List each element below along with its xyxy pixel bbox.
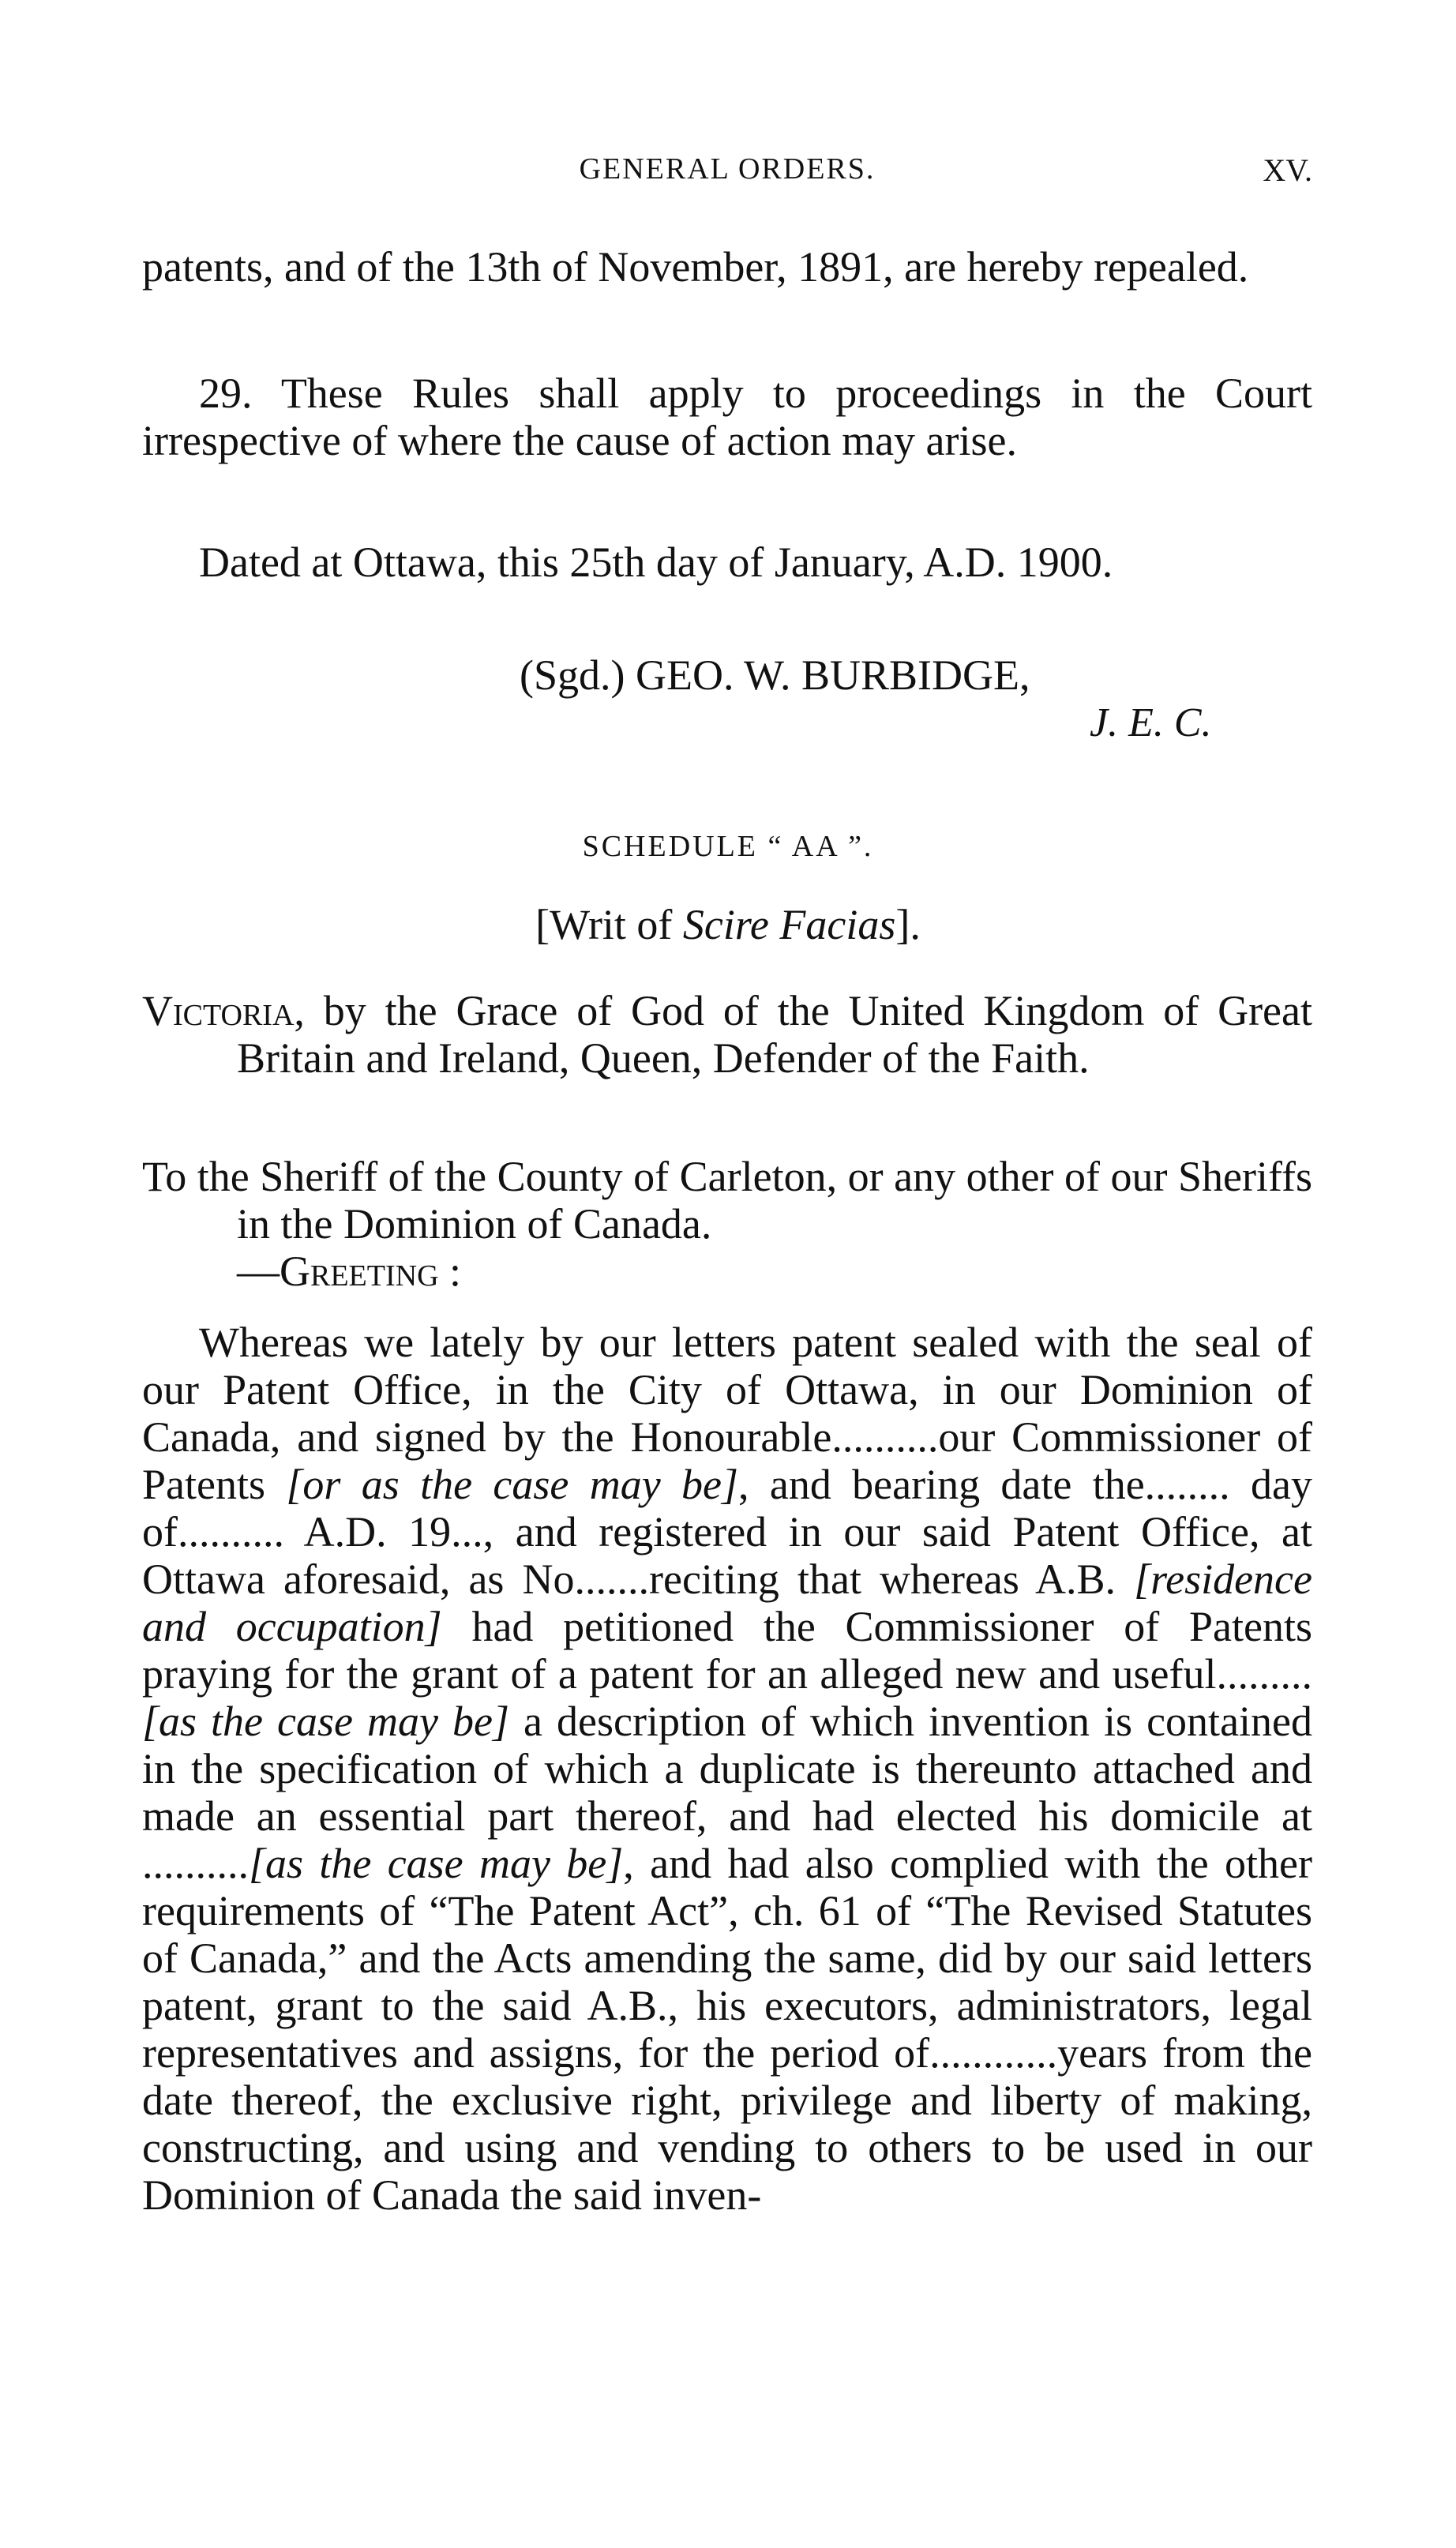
schedule-heading: SCHEDULE “ AA ”. [582, 830, 874, 863]
victoria-lead: Victoria [142, 987, 295, 1034]
whereas-s3: had petitioned the Commissioner of Patents praying for the grant of a patent for an alleged new and useful......... [142, 1603, 1312, 1698]
running-header [142, 152, 1312, 207]
page-number: XV. [1263, 152, 1312, 188]
writ-italic: Scire Facias [682, 901, 896, 948]
victoria-paragraph [142, 987, 1312, 1082]
greeting: —Greeting : [237, 1248, 462, 1295]
paragraph-29 [142, 370, 1312, 464]
victoria-text [142, 987, 1312, 1082]
whereas-i1: [or as the case may be] [286, 1461, 738, 1508]
writ-close: ]. [895, 901, 921, 948]
signature-line: (Sgd.) GEO. W. BURBIDGE, [520, 651, 1030, 699]
whereas-s1: Whereas we lately by our letters patent sealed with the seal of our Patent Office, in the City of Ottawa, in our Dominion of Canada, and signed by the Honourable..........our Commissioner of Patents [142, 1319, 1312, 1508]
whereas-s2: , and bearing date the........ day of.......... A.D. 19..., and registered in our said Patent Office, at Ottawa aforesaid, as No.......reciting that whereas A.B. [142, 1461, 1312, 1603]
header-title: GENERAL ORDERS. [579, 152, 876, 186]
whereas-s5: , and had also complied with the other requirements of “The Patent Act”, ch. 61 of “The Revised Statutes of Canada,” and the Acts amending the same, did by our said letters patent, grant to the said A.B., his executors, administrators, legal representatives and assigns, for the period of............years from the date thereof, the exclusive right, privilege and liberty of making, constructing, and using and vending to others to be used in our Dominion of Canada the said inven- [142, 1840, 1312, 2219]
writ-heading [0, 900, 1456, 949]
rule-29-text: 29. These Rules shall apply to proceedings in the Court irrespective of where the cause of action may arise. [142, 370, 1312, 464]
paragraph-repeal [142, 243, 1312, 291]
sheriff-text [142, 1153, 1312, 1295]
victoria-rest: , by the Grace of God of the United Kingdom of Great Britain and Ireland, Queen, Defender of the Faith. [237, 987, 1312, 1082]
whereas-paragraph [142, 1319, 1312, 2219]
sheriff-paragraph [142, 1153, 1312, 1295]
whereas-text [142, 1319, 1312, 2219]
repeal-text: patents, and of the 13th of November, 1891, are hereby repealed. [142, 243, 1249, 291]
sheriff-address: To the Sheriff of the County of Carleton, or any other of our Sheriffs in the Dominion of Canada. [142, 1153, 1312, 1248]
whereas-i4: [as the case may be] [249, 1840, 624, 1887]
whereas-i3: [as the case may be] [142, 1698, 510, 1745]
dated-paragraph [142, 538, 1312, 586]
whereas-i2: [residence and occupation] [142, 1555, 1312, 1650]
signature-title: J. E. C. [1090, 700, 1212, 745]
writ-open: [Writ of [535, 901, 683, 948]
dated-text: Dated at Ottawa, this 25th day of January, A.D. 1900. [199, 538, 1113, 586]
whereas-s4: a description of which invention is contained in the specification of which a duplicate is thereunto attached and made an essential part thereof, and had elected his domicile at .......... [142, 1698, 1313, 1887]
